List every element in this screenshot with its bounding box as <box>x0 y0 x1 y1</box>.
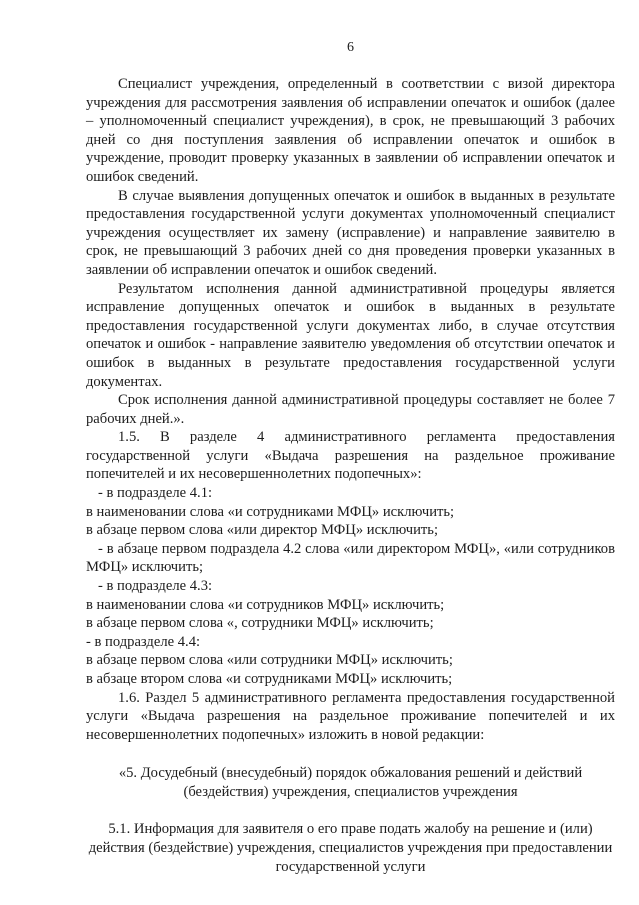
paragraph-result: Результатом исполнения данной административной процедуры является исправление допущенных опечаток и ошибок в выданных в результате предоставления государственной услуги документах либо, в случае отсутствия опечаток и ошибок - направление заявителю уведомления об отсутствии опечаток и ошибок в выданных в результате предоставления государственной услуги документах. <box>86 280 615 390</box>
document-body <box>86 75 615 744</box>
page-number: 6 <box>347 40 354 55</box>
paragraph-4-3-name: в наименовании слова «и сотрудников МФЦ» исключить; <box>86 596 445 613</box>
paragraph-subsection-4-3: - в подразделе 4.3: <box>98 578 213 595</box>
paragraph-specialist: Специалист учреждения, определенный в соответствии с визой директора учреждения для рассмотрения заявления об исправлении опечаток и ошибок (далее – уполномоченный специалист учреждения), в срок, не превышающий 3 рабочих дней со дня поступления заявления об исправлении опечаток и ошибок в учреждение, проводит проверку указанных в заявлении об исправлении опечаток и ошибок сведений. <box>86 76 615 185</box>
section-5-heading: «5. Досудебный (внесудебный) порядок обжалования решений и действий (бездействия) учреждения, специалистов учреждения <box>118 765 583 801</box>
paragraph-section-1-5: 1.5. В разделе 4 административного регламента предоставления государственной услуги «Выдача разрешения на раздельное проживание попечителей и их несовершеннолетних подопечных»: <box>86 429 615 483</box>
paragraph-deadline: Срок исполнения данной административной процедуры составляет не более 7 рабочих дней.». <box>86 392 615 427</box>
paragraph-subsection-4-2: - в абзаце первом подраздела 4.2 слова «или директором МФЦ», «или сотрудников МФЦ» исключить; <box>86 540 615 576</box>
paragraph-4-4-first: в абзаце первом слова «или сотрудники МФЦ» исключить; <box>86 652 453 669</box>
paragraph-4-1-name: в наименовании слова «и сотрудниками МФЦ» исключить; <box>86 503 455 520</box>
paragraph-subsection-4-1: - в подразделе 4.1: <box>98 485 213 502</box>
paragraph-subsection-4-4: - в подразделе 4.4: <box>86 633 201 650</box>
paragraph-section-1-6: 1.6. Раздел 5 административного регламента предоставления государственной услуги «Выдача разрешения на раздельное проживание попечителей и их несовершеннолетних подопечных» изложить в новой редакции: <box>86 689 615 743</box>
paragraph-4-1-first: в абзаце первом слова «или директор МФЦ» исключить; <box>86 522 439 539</box>
paragraph-errors-found: В случае выявления допущенных опечаток и ошибок в выданных в результате предоставления государственной услуги документах уполномоченный специалист учреждения осуществляет их замену (исправление) и направление заявителю в срок, не превышающий 3 рабочих дней со дня проведения проверки указанных в заявлении об исправлении опечаток и ошибок сведений. <box>86 187 615 278</box>
paragraph-4-4-second: в абзаце втором слова «и сотрудниками МФЦ» исключить; <box>86 671 453 687</box>
subsection-5-1-heading: 5.1. Информация для заявителя о его праве подать жалобу на решение и (или) действия (бездействие) учреждения, специалистов учреждения при предоставлении государственной услуги <box>88 821 613 876</box>
paragraph-4-3-first: в абзаце первом слова «, сотрудники МФЦ» исключить; <box>86 615 434 632</box>
